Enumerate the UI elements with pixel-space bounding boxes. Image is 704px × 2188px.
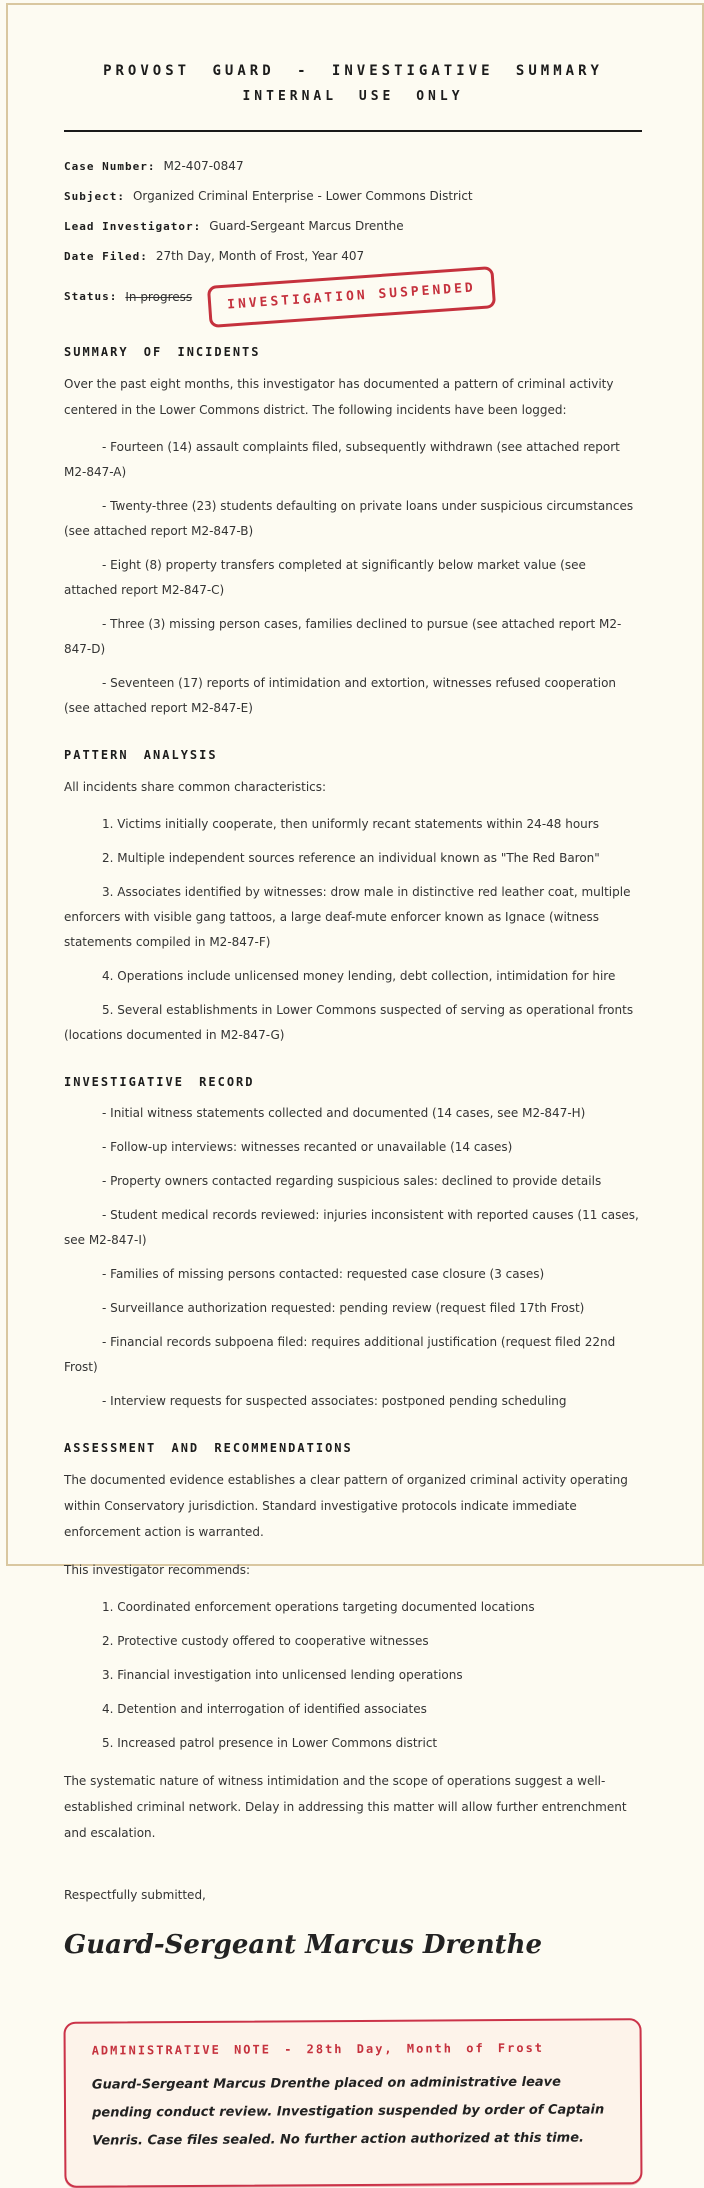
dash-marker: -	[102, 1335, 111, 1349]
recommendation-item	[64, 1595, 642, 1620]
record-bullet-list	[64, 1101, 642, 1414]
recommendation-item	[64, 1697, 642, 1722]
recommendation-item-text: Detention and interrogation of identified associates	[117, 1702, 427, 1716]
summary-bullet-item	[64, 435, 642, 485]
doc-title: PROVOST GUARD - INVESTIGATIVE SUMMARY	[103, 63, 603, 79]
number-marker: 4.	[102, 969, 118, 983]
record-bullet-item-text: Property owners contacted regarding suspicious sales: declined to provide details	[110, 1174, 602, 1188]
header-divider	[64, 130, 642, 132]
administrative-note-heading: ADMINISTRATIVE NOTE - 28th Day, Month of Frost	[91, 2040, 545, 2058]
doc-subtitle: INTERNAL USE ONLY	[242, 89, 464, 104]
recommendation-item-text: Protective custody offered to cooperative witnesses	[117, 1634, 429, 1648]
document-content	[64, 0, 642, 2186]
dash-marker: -	[102, 676, 111, 690]
pattern-list-item-text: Operations include unlicensed money lending, debt collection, intimidation for hire	[117, 969, 616, 983]
meta-row-lead-investigator	[64, 216, 642, 237]
number-marker: 2.	[102, 851, 118, 865]
meta-row-case-number	[64, 156, 642, 177]
summary-bullet-item	[64, 671, 642, 721]
number-marker: 5.	[102, 1003, 118, 1017]
number-marker: 5.	[102, 1736, 118, 1750]
lead-investigator-value: Guard-Sergeant Marcus Drenthe	[209, 219, 404, 233]
record-bullet-item	[64, 1203, 642, 1253]
record-heading: INVESTIGATIVE RECORD	[64, 1075, 255, 1089]
recommendations-numbered-list	[64, 1595, 642, 1756]
pattern-list-item-text: Multiple independent sources reference an individual known as "The Red Baron"	[117, 851, 600, 865]
dash-marker: -	[102, 1394, 111, 1408]
investigation-suspended-stamp: INVESTIGATION SUSPENDED	[207, 266, 496, 328]
assessment-paragraph-1: The documented evidence establishes a clear pattern of organized criminal activity operating within Conservatory jurisdiction. Standard investigative protocols indicate immediate enforcement action is warranted.	[64, 1473, 628, 1539]
recommendation-item	[64, 1731, 642, 1756]
assessment-recommend-intro: This investigator recommends:	[64, 1563, 251, 1577]
record-bullet-item	[64, 1101, 642, 1126]
record-bullet-item	[64, 1135, 642, 1160]
summary-bullet-item-text: Fourteen (14) assault complaints filed, subsequently withdrawn (see attached report M2-847-A)	[64, 440, 620, 479]
status-old-value: In progress	[125, 290, 193, 304]
pattern-list-item-text: Several establishments in Lower Commons suspected of serving as operational fronts (locations documented in M2-847-G)	[64, 1003, 634, 1042]
summary-intro: Over the past eight months, this investigator has documented a pattern of criminal activity centered in the Lower Commons district. The following incidents have been logged:	[64, 377, 614, 417]
case-meta-block	[64, 156, 642, 318]
pattern-list-item	[64, 964, 642, 989]
pattern-list-item-text: Victims initially cooperate, then uniformly recant statements within 24-48 hours	[117, 817, 599, 831]
number-marker: 3.	[102, 885, 118, 899]
pattern-heading: PATTERN ANALYSIS	[64, 748, 218, 762]
record-bullet-item-text: Initial witness statements collected and documented (14 cases, see M2-847-H)	[110, 1106, 586, 1120]
recommendation-item-text: Coordinated enforcement operations targeting documented locations	[117, 1600, 535, 1614]
dash-marker: -	[102, 1208, 111, 1222]
record-bullet-item	[64, 1169, 642, 1194]
pattern-numbered-list	[64, 812, 642, 1048]
record-bullet-item	[64, 1262, 642, 1287]
summary-heading: SUMMARY OF INCIDENTS	[64, 345, 261, 359]
pattern-intro: All incidents share common characteristics:	[64, 780, 327, 794]
summary-bullet-item	[64, 612, 642, 662]
date-filed-value: 27th Day, Month of Frost, Year 407	[155, 249, 365, 263]
recommendation-item-text: Financial investigation into unlicensed lending operations	[117, 1668, 463, 1682]
dash-marker: -	[102, 1301, 111, 1315]
administrative-note-body: Guard-Sergeant Marcus Drenthe placed on administrative leave pending conduct review. Investigation suspended by order of Captain Venris. Case files sealed. No further action authorized at this time.	[91, 2074, 605, 2149]
assessment-paragraph-2: The systematic nature of witness intimidation and the scope of operations suggest a well-established criminal network. Delay in addressing this matter will allow further entrenchment and escalation.	[64, 1774, 627, 1840]
pattern-list-item	[64, 880, 642, 955]
meta-row-status	[64, 276, 642, 318]
summary-bullet-item-text: Eight (8) property transfers completed at significantly below market value (see attached report M2-847-C)	[64, 558, 586, 597]
record-bullet-item-text: Student medical records reviewed: injuries inconsistent with reported causes (11 cases, see M2-847-I)	[64, 1208, 639, 1247]
dash-marker: -	[102, 1267, 111, 1281]
summary-bullet-item	[64, 553, 642, 603]
number-marker: 4.	[102, 1702, 118, 1716]
number-marker: 3.	[102, 1668, 118, 1682]
case-number-value: M2-407-0847	[163, 159, 244, 173]
recommendation-item	[64, 1663, 642, 1688]
record-bullet-item-text: Follow-up interviews: witnesses recanted or unavailable (14 cases)	[110, 1140, 513, 1154]
administrative-note-box	[63, 2018, 642, 2188]
dash-marker: -	[102, 1106, 111, 1120]
summary-bullet-list	[64, 435, 642, 721]
pattern-list-item	[64, 998, 642, 1048]
subject-value: Organized Criminal Enterprise - Lower Commons District	[132, 189, 473, 203]
record-bullet-item	[64, 1330, 642, 1380]
case-number-label: Case Number:	[64, 160, 156, 173]
record-bullet-item-text: Surveillance authorization requested: pending review (request filed 17th Frost)	[110, 1301, 585, 1315]
pattern-list-item-text: Associates identified by witnesses: drow male in distinctive red leather coat, multiple enforcers with visible gang tattoos, a large deaf-mute enforcer known as Ignace (witness statements compiled in M2-847-F)	[64, 885, 631, 949]
dash-marker: -	[102, 499, 111, 513]
recommendation-item-text: Increased patrol presence in Lower Commons district	[117, 1736, 438, 1750]
date-filed-label: Date Filed:	[64, 250, 148, 263]
recommendation-item	[64, 1629, 642, 1654]
meta-row-subject	[64, 186, 642, 207]
summary-bullet-item-text: Three (3) missing person cases, families declined to pursue (see attached report M2-847-D)	[64, 617, 622, 656]
dash-marker: -	[102, 440, 111, 454]
meta-row-date-filed	[64, 246, 642, 267]
status-label: Status:	[64, 290, 118, 303]
number-marker: 2.	[102, 1634, 118, 1648]
pattern-list-item	[64, 846, 642, 871]
record-bullet-item	[64, 1389, 642, 1414]
salutation: Respectfully submitted,	[64, 1888, 206, 1902]
assessment-heading: ASSESSMENT AND RECOMMENDATIONS	[64, 1441, 353, 1455]
dash-marker: -	[102, 558, 111, 572]
summary-bullet-item-text: Twenty-three (23) students defaulting on private loans under suspicious circumstances (see attached report M2-847-B)	[64, 499, 634, 538]
summary-bullet-item-text: Seventeen (17) reports of intimidation and extortion, witnesses refused cooperation (see attached report M2-847-E)	[64, 676, 617, 715]
dash-marker: -	[102, 1174, 111, 1188]
record-bullet-item-text: Families of missing persons contacted: requested case closure (3 cases)	[110, 1267, 545, 1281]
lead-investigator-label: Lead Investigator:	[64, 220, 202, 233]
signature: Guard-Sergeant Marcus Drenthe	[64, 1930, 543, 1960]
record-bullet-item-text: Interview requests for suspected associates: postponed pending scheduling	[110, 1394, 567, 1408]
record-bullet-item	[64, 1296, 642, 1321]
number-marker: 1.	[102, 1600, 118, 1614]
dash-marker: -	[102, 1140, 111, 1154]
number-marker: 1.	[102, 817, 118, 831]
pattern-list-item	[64, 812, 642, 837]
subject-label: Subject:	[64, 190, 125, 203]
record-bullet-item-text: Financial records subpoena filed: requires additional justification (request filed 22nd Frost)	[64, 1335, 616, 1374]
summary-bullet-item	[64, 494, 642, 544]
dash-marker: -	[102, 617, 111, 631]
